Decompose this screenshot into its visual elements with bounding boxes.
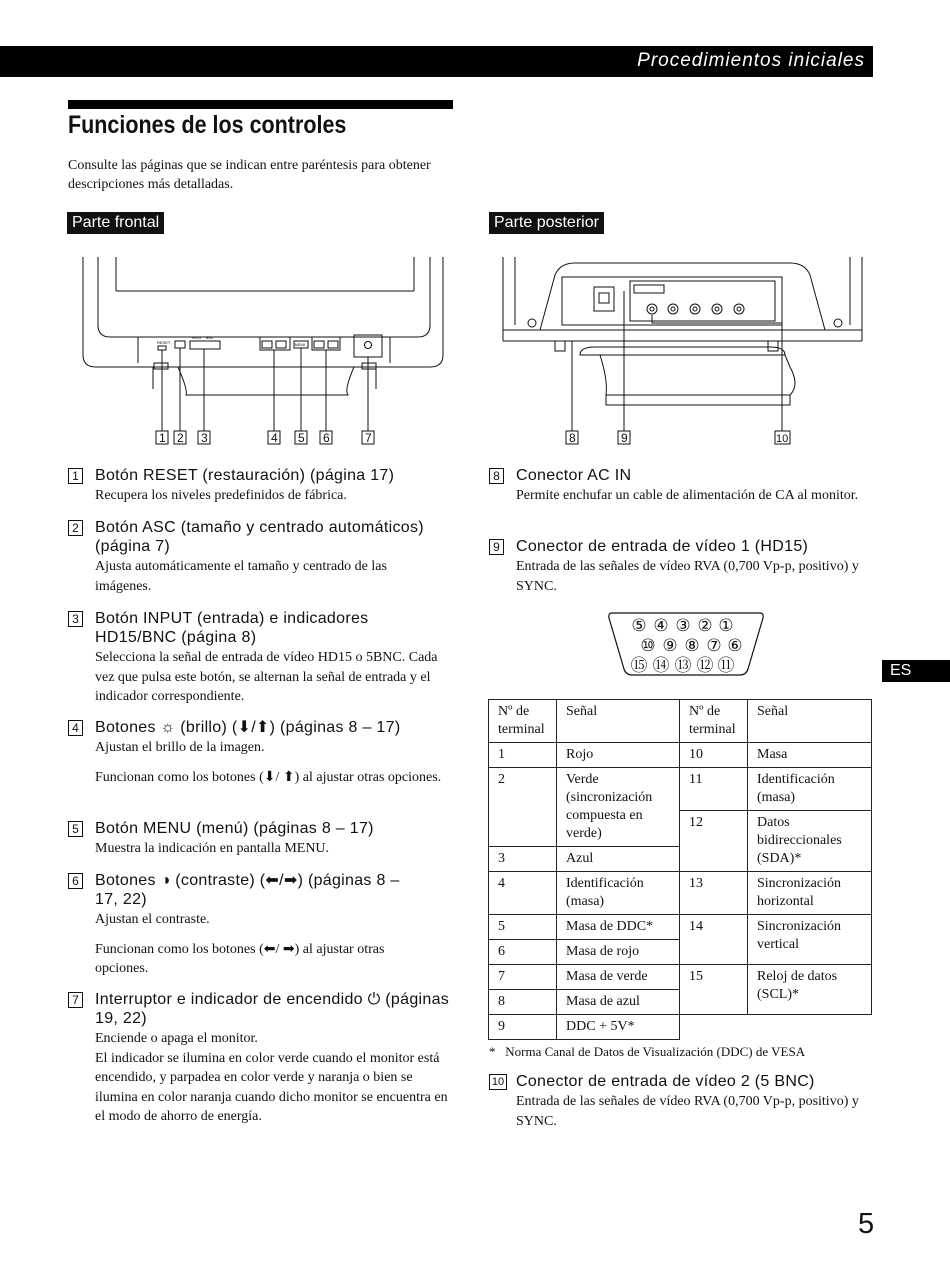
cell-terminal: 15	[680, 965, 748, 1015]
item-8-number: 8	[489, 468, 504, 484]
cell-signal: Azul	[557, 847, 680, 872]
item-3-title: Botón INPUT (entrada) e indicadores HD15/BNC (página 8)	[95, 610, 369, 646]
pin-12: ⑫	[696, 656, 714, 675]
item-9-title: Conector de entrada de vídeo 1 (HD15)	[516, 538, 809, 555]
pin-2: ②	[697, 616, 713, 635]
pin-1: ①	[718, 616, 734, 635]
cell-signal: DDC + 5V*	[557, 1015, 680, 1040]
item-4-note: Funcionan como los botones (⬇/ ⬆) al ajustar otras opciones.	[95, 769, 442, 785]
cell-terminal: 6	[489, 940, 557, 965]
item-2-number: 2	[68, 520, 83, 536]
cell-signal: Verde (sincronización compuesta en verde)	[557, 768, 680, 847]
cell-terminal: 11	[680, 768, 748, 811]
rear-callout-8: 8	[569, 431, 576, 445]
rear-section-label: Parte posterior	[489, 212, 604, 234]
title-rule	[68, 100, 453, 109]
item-7	[68, 990, 458, 1127]
item-1-body: Recupera los niveles predefinidos de fábrica.	[95, 488, 347, 503]
item-4-title: Botones ☼ (brillo) (⬇/⬆) (páginas 8 – 17)	[95, 719, 401, 736]
pin-7: ⑦	[706, 636, 722, 655]
item-7-title: Interruptor e indicador de encendido ⏻ (páginas 19, 22)	[95, 991, 450, 1027]
header-bar	[0, 46, 873, 77]
pin-6: ⑥	[727, 636, 743, 655]
item-3	[68, 609, 450, 707]
pin-5: ⑤	[631, 616, 647, 635]
item-6-number: 6	[68, 873, 83, 889]
cell-signal: Sincronización vertical	[748, 915, 872, 965]
cell-terminal: 12	[680, 811, 748, 872]
table-row	[489, 1015, 872, 1040]
table-row	[489, 743, 872, 768]
cell-terminal: 4	[489, 872, 557, 915]
pin-10: ⑩	[640, 636, 656, 655]
item-7-body: Enciende o apaga el monitor. El indicador se ilumina en color verde cuando el monitor está encendido, y parpadea en color verde y naranja o bien se ilumina en color naranja cuando dicho monitor se encuentra en el modo de ahorro de energía.	[95, 1031, 448, 1124]
pin-11: ⑪	[717, 656, 735, 675]
item-1-number: 1	[68, 468, 83, 484]
pin-4: ④	[653, 616, 669, 635]
empty-cell	[748, 1015, 872, 1040]
header-terminal-right: Nº de terminal	[680, 700, 748, 743]
table-header-row	[489, 700, 872, 743]
front-callout-2: 2	[177, 431, 184, 445]
item-2-title: Botón ASC (tamaño y centrado automáticos) (página 7)	[95, 519, 424, 555]
item-1	[68, 466, 438, 506]
item-6-note: Funcionan como los botones (⬅/ ➡) al ajustar otras opciones.	[95, 941, 385, 976]
item-4-body: Ajustan el brillo de la imagen.	[95, 740, 265, 755]
front-callout-6: 6	[323, 431, 330, 445]
item-6-title: Botones ◑ (contraste) (⬅/➡) (páginas 8 – 17, 22)	[95, 872, 400, 908]
cell-terminal: 8	[489, 990, 557, 1015]
pin-9: ⑨	[662, 636, 678, 655]
cell-signal: Rojo	[557, 743, 680, 768]
footnote: * Norma Canal de Datos de Visualización (DDC) de VESA	[489, 1044, 806, 1059]
section-title: Procedimientos iniciales	[637, 50, 865, 71]
cell-signal: Reloj de datos (SCL)*	[748, 965, 872, 1015]
cell-signal: Masa de verde	[557, 965, 680, 990]
item-10	[489, 1072, 869, 1131]
item-3-number: 3	[68, 611, 83, 627]
cell-terminal: 3	[489, 847, 557, 872]
pin-13: ⑬	[674, 656, 692, 675]
item-2	[68, 518, 430, 596]
item-10-body: Entrada de las señales de vídeo RVA (0,700 Vp-p, positivo) y SYNC.	[516, 1094, 859, 1129]
cell-signal: Masa de rojo	[557, 940, 680, 965]
table-row	[489, 915, 872, 940]
table-row	[489, 768, 872, 811]
item-8	[489, 466, 869, 506]
item-6	[68, 871, 418, 979]
pin-8: ⑧	[684, 636, 700, 655]
hd15-label: HD15	[192, 336, 201, 340]
pin-signal-table	[488, 699, 872, 1040]
cell-signal: Datos bidireccionales (SDA)*	[748, 811, 872, 872]
menu-label: MENU	[295, 343, 306, 347]
header-terminal-left: Nº de terminal	[489, 700, 557, 743]
cell-signal: Masa de azul	[557, 990, 680, 1015]
header-signal-right: Señal	[748, 700, 872, 743]
item-7-number: 7	[68, 992, 83, 1008]
item-5-body: Muestra la indicación en pantalla MENU.	[95, 841, 330, 856]
rear-callout-9: 9	[621, 431, 628, 445]
cell-terminal: 5	[489, 915, 557, 940]
hd15-connector-diagram	[606, 611, 766, 677]
front-callout-5: 5	[298, 431, 305, 445]
item-6-body: Ajustan el contraste.	[95, 912, 210, 927]
cell-terminal: 1	[489, 743, 557, 768]
language-tab: ES	[882, 660, 950, 682]
bnc-label: BNC	[206, 336, 214, 340]
page-title: Funciones de los controles	[68, 111, 347, 139]
table-row	[489, 965, 872, 990]
cell-terminal: 9	[489, 1015, 557, 1040]
front-callout-7: 7	[365, 431, 372, 445]
rear-monitor-diagram	[500, 255, 872, 450]
item-2-body: Ajusta automáticamente el tamaño y centrado de las imágenes.	[95, 559, 387, 594]
table-row	[489, 872, 872, 915]
item-8-body: Permite enchufar un cable de alimentación de CA al monitor.	[516, 488, 859, 503]
cell-terminal: 10	[680, 743, 748, 768]
cell-terminal: 2	[489, 768, 557, 847]
item-9-body: Entrada de las señales de vídeo RVA (0,700 Vp-p, positivo) y SYNC.	[516, 559, 859, 594]
item-5	[68, 819, 438, 859]
front-callout-1: 1	[159, 431, 166, 445]
front-monitor-diagram	[78, 255, 450, 450]
item-8-title: Conector AC IN	[516, 467, 632, 484]
cell-signal: Identificación (masa)	[557, 872, 680, 915]
item-4-number: 4	[68, 720, 83, 736]
item-1-title: Botón RESET (restauración) (página 17)	[95, 467, 395, 484]
cell-signal: Sincronización horizontal	[748, 872, 872, 915]
pin-15: ⑮	[630, 656, 648, 675]
rear-callout-10: 10	[776, 433, 789, 445]
cell-signal: Masa	[748, 743, 872, 768]
cell-signal: Identificación (masa)	[748, 768, 872, 811]
cell-terminal: 7	[489, 965, 557, 990]
front-section-label: Parte frontal	[67, 212, 164, 234]
header-signal-left: Señal	[557, 700, 680, 743]
item-10-title: Conector de entrada de vídeo 2 (5 BNC)	[516, 1073, 815, 1090]
empty-cell	[680, 1015, 748, 1040]
item-3-body: Selecciona la señal de entrada de vídeo HD15 o 5BNC. Cada vez que pulsa este botón, se alternan la señal de entrada y el indicador correspondiente.	[95, 650, 438, 704]
pin-3: ③	[675, 616, 691, 635]
item-5-title: Botón MENU (menú) (páginas 8 – 17)	[95, 820, 374, 837]
cell-terminal: 13	[680, 872, 748, 915]
page-number: 5	[858, 1208, 875, 1240]
front-callout-3: 3	[201, 431, 208, 445]
item-10-number: 10	[489, 1074, 507, 1090]
reset-label: RESET	[157, 340, 171, 345]
front-callout-4: 4	[271, 431, 278, 445]
item-9	[489, 537, 869, 596]
item-5-number: 5	[68, 821, 83, 837]
item-9-number: 9	[489, 539, 504, 555]
cell-terminal: 14	[680, 915, 748, 965]
pin-14: ⑭	[652, 656, 670, 675]
intro-text: Consulte las páginas que se indican entre paréntesis para obtener descripciones más detalladas.	[68, 158, 431, 192]
item-4	[68, 718, 450, 787]
cell-signal: Masa de DDC*	[557, 915, 680, 940]
